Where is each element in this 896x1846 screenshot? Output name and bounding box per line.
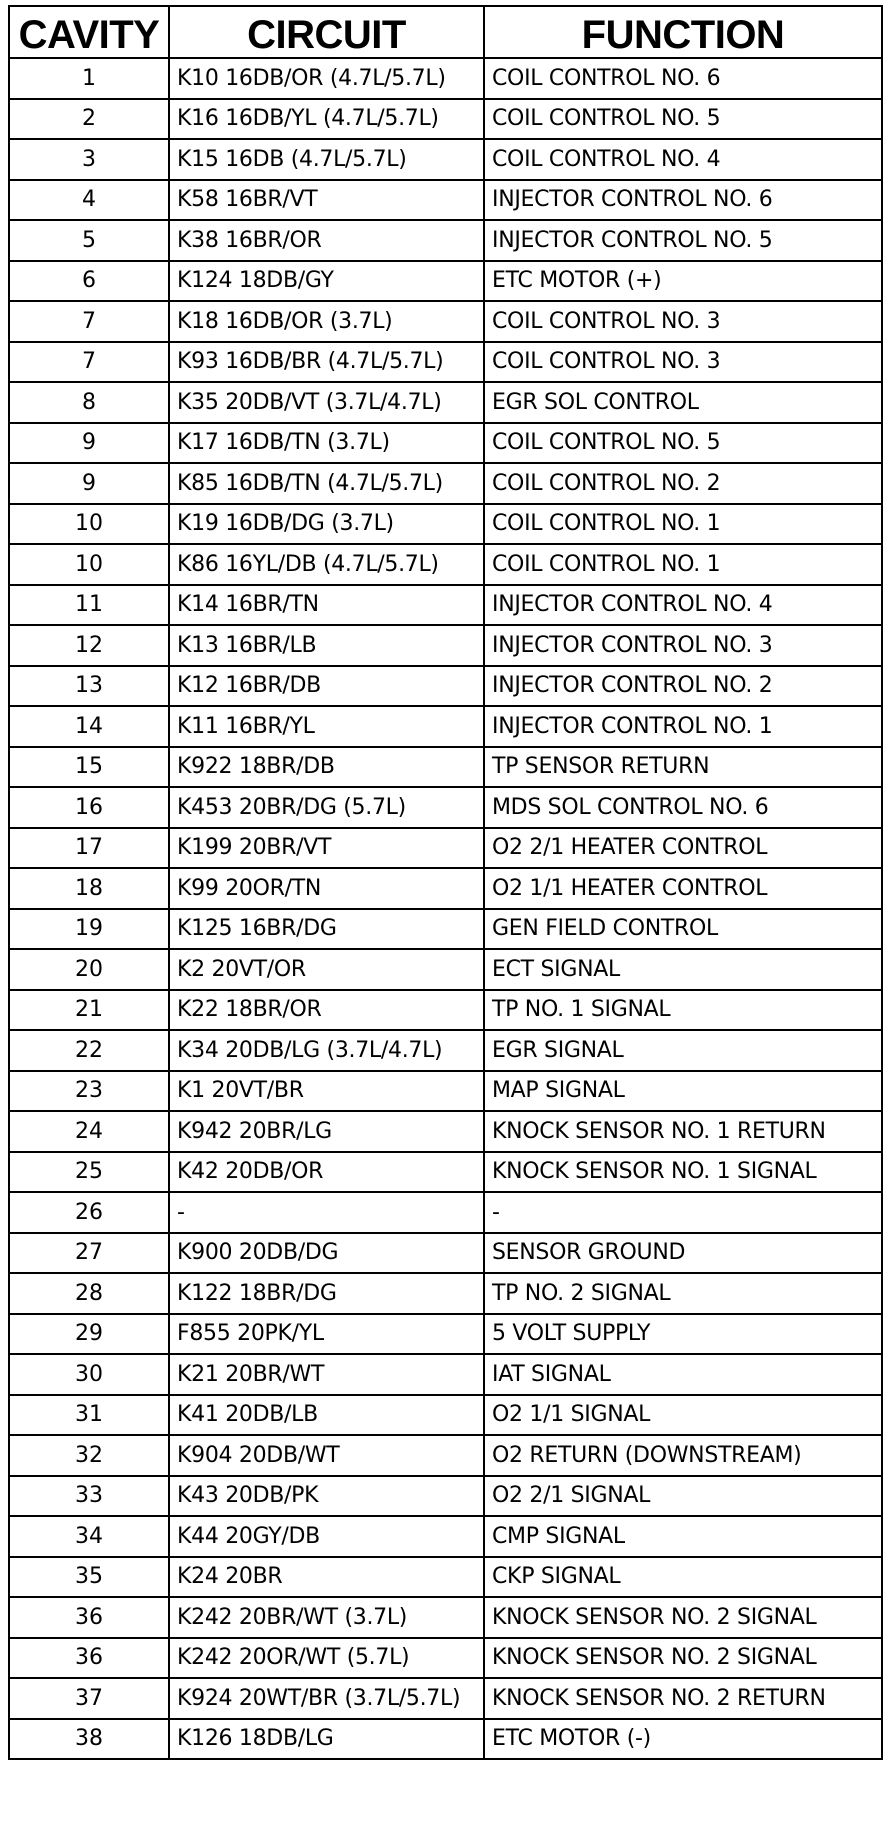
table-row — [9, 1030, 882, 1071]
circuit-cell: K199 20BR/VT — [169, 828, 484, 869]
circuit-cell: K122 18BR/DG — [169, 1273, 484, 1314]
cavity-cell: 35 — [9, 1557, 169, 1598]
circuit-cell: K58 16BR/VT — [169, 180, 484, 221]
function-cell: TP SENSOR RETURN — [484, 747, 882, 788]
cavity-cell: 33 — [9, 1476, 169, 1517]
function-cell: ETC MOTOR (-) — [484, 1719, 882, 1760]
cavity-cell: 12 — [9, 625, 169, 666]
circuit-cell: K242 20OR/WT (5.7L) — [169, 1638, 484, 1679]
circuit-cell: K22 18BR/OR — [169, 990, 484, 1031]
cavity-cell: 7 — [9, 301, 169, 342]
circuit-cell: K38 16BR/OR — [169, 220, 484, 261]
cavity-cell: 6 — [9, 261, 169, 302]
cavity-cell: 2 — [9, 99, 169, 140]
circuit-cell: K17 16DB/TN (3.7L) — [169, 423, 484, 464]
table-row — [9, 342, 882, 383]
function-cell: INJECTOR CONTROL NO. 5 — [484, 220, 882, 261]
function-cell: CKP SIGNAL — [484, 1557, 882, 1598]
cavity-cell: 22 — [9, 1030, 169, 1071]
table-row — [9, 463, 882, 504]
circuit-cell: K19 16DB/DG (3.7L) — [169, 504, 484, 545]
table-row — [9, 747, 882, 788]
cavity-cell: 9 — [9, 463, 169, 504]
table-row — [9, 1233, 882, 1274]
function-cell: TP NO. 2 SIGNAL — [484, 1273, 882, 1314]
cavity-cell: 36 — [9, 1597, 169, 1638]
circuit-cell: - — [169, 1192, 484, 1233]
circuit-cell: K900 20DB/DG — [169, 1233, 484, 1274]
table-row — [9, 1435, 882, 1476]
table-row — [9, 99, 882, 140]
connector-pinout-table-container — [8, 5, 881, 1760]
circuit-cell: K99 20OR/TN — [169, 868, 484, 909]
circuit-cell: K942 20BR/LG — [169, 1111, 484, 1152]
table-row — [9, 544, 882, 585]
circuit-cell: K24 20BR — [169, 1557, 484, 1598]
function-cell: INJECTOR CONTROL NO. 2 — [484, 666, 882, 707]
function-cell: O2 2/1 SIGNAL — [484, 1476, 882, 1517]
function-cell: COIL CONTROL NO. 3 — [484, 301, 882, 342]
function-cell: COIL CONTROL NO. 3 — [484, 342, 882, 383]
cavity-cell: 8 — [9, 382, 169, 423]
table-row — [9, 868, 882, 909]
cavity-cell: 21 — [9, 990, 169, 1031]
table-row — [9, 787, 882, 828]
header-row — [9, 6, 882, 58]
cavity-cell: 10 — [9, 544, 169, 585]
function-cell: COIL CONTROL NO. 1 — [484, 544, 882, 585]
circuit-cell: K12 16BR/DB — [169, 666, 484, 707]
circuit-cell: K35 20DB/VT (3.7L/4.7L) — [169, 382, 484, 423]
table-row — [9, 949, 882, 990]
header-circuit: CIRCUIT — [169, 6, 484, 58]
cavity-cell: 13 — [9, 666, 169, 707]
table-row — [9, 1273, 882, 1314]
cavity-cell: 3 — [9, 139, 169, 180]
function-cell: KNOCK SENSOR NO. 1 SIGNAL — [484, 1152, 882, 1193]
cavity-cell: 16 — [9, 787, 169, 828]
cavity-cell: 27 — [9, 1233, 169, 1274]
function-cell: 5 VOLT SUPPLY — [484, 1314, 882, 1355]
function-cell: KNOCK SENSOR NO. 2 RETURN — [484, 1678, 882, 1719]
table-row — [9, 1314, 882, 1355]
circuit-cell: K44 20GY/DB — [169, 1516, 484, 1557]
circuit-cell: K14 16BR/TN — [169, 585, 484, 626]
circuit-cell: K86 16YL/DB (4.7L/5.7L) — [169, 544, 484, 585]
circuit-cell: K125 16BR/DG — [169, 909, 484, 950]
cavity-cell: 24 — [9, 1111, 169, 1152]
circuit-cell: K18 16DB/OR (3.7L) — [169, 301, 484, 342]
table-row — [9, 180, 882, 221]
circuit-cell: K43 20DB/PK — [169, 1476, 484, 1517]
circuit-cell: K93 16DB/BR (4.7L/5.7L) — [169, 342, 484, 383]
cavity-cell: 38 — [9, 1719, 169, 1760]
function-cell: COIL CONTROL NO. 1 — [484, 504, 882, 545]
function-cell: GEN FIELD CONTROL — [484, 909, 882, 950]
function-cell: O2 RETURN (DOWNSTREAM) — [484, 1435, 882, 1476]
table-row — [9, 220, 882, 261]
header-function: FUNCTION — [484, 6, 882, 58]
table-row — [9, 261, 882, 302]
function-cell: CMP SIGNAL — [484, 1516, 882, 1557]
table-row — [9, 828, 882, 869]
function-cell: COIL CONTROL NO. 4 — [484, 139, 882, 180]
circuit-cell: K453 20BR/DG (5.7L) — [169, 787, 484, 828]
circuit-cell: K924 20WT/BR (3.7L/5.7L) — [169, 1678, 484, 1719]
cavity-cell: 19 — [9, 909, 169, 950]
circuit-cell: K904 20DB/WT — [169, 1435, 484, 1476]
function-cell: EGR SOL CONTROL — [484, 382, 882, 423]
circuit-cell: K85 16DB/TN (4.7L/5.7L) — [169, 463, 484, 504]
cavity-cell: 36 — [9, 1638, 169, 1679]
circuit-cell: K2 20VT/OR — [169, 949, 484, 990]
circuit-cell: K15 16DB (4.7L/5.7L) — [169, 139, 484, 180]
table-row — [9, 1638, 882, 1679]
circuit-cell: F855 20PK/YL — [169, 1314, 484, 1355]
function-cell: KNOCK SENSOR NO. 2 SIGNAL — [484, 1597, 882, 1638]
circuit-cell: K124 18DB/GY — [169, 261, 484, 302]
circuit-cell: K242 20BR/WT (3.7L) — [169, 1597, 484, 1638]
table-row — [9, 706, 882, 747]
cavity-cell: 14 — [9, 706, 169, 747]
function-cell: SENSOR GROUND — [484, 1233, 882, 1274]
function-cell: INJECTOR CONTROL NO. 1 — [484, 706, 882, 747]
table-row — [9, 423, 882, 464]
cavity-cell: 26 — [9, 1192, 169, 1233]
cavity-cell: 4 — [9, 180, 169, 221]
table-row — [9, 139, 882, 180]
cavity-cell: 1 — [9, 58, 169, 99]
table-row — [9, 1395, 882, 1436]
circuit-cell: K34 20DB/LG (3.7L/4.7L) — [169, 1030, 484, 1071]
function-cell: - — [484, 1192, 882, 1233]
function-cell: KNOCK SENSOR NO. 2 SIGNAL — [484, 1638, 882, 1679]
table-row — [9, 1071, 882, 1112]
function-cell: KNOCK SENSOR NO. 1 RETURN — [484, 1111, 882, 1152]
circuit-cell: K41 20DB/LB — [169, 1395, 484, 1436]
table-row — [9, 1597, 882, 1638]
cavity-cell: 20 — [9, 949, 169, 990]
cavity-cell: 17 — [9, 828, 169, 869]
function-cell: COIL CONTROL NO. 5 — [484, 423, 882, 464]
cavity-cell: 34 — [9, 1516, 169, 1557]
table-row — [9, 1152, 882, 1193]
table-row — [9, 58, 882, 99]
cavity-cell: 28 — [9, 1273, 169, 1314]
cavity-cell: 37 — [9, 1678, 169, 1719]
circuit-cell: K16 16DB/YL (4.7L/5.7L) — [169, 99, 484, 140]
circuit-cell: K126 18DB/LG — [169, 1719, 484, 1760]
table-row — [9, 1476, 882, 1517]
cavity-cell: 32 — [9, 1435, 169, 1476]
cavity-cell: 25 — [9, 1152, 169, 1193]
table-body — [9, 58, 882, 1759]
cavity-cell: 30 — [9, 1354, 169, 1395]
table-row — [9, 990, 882, 1031]
function-cell: O2 1/1 SIGNAL — [484, 1395, 882, 1436]
table-row — [9, 666, 882, 707]
function-cell: MAP SIGNAL — [484, 1071, 882, 1112]
function-cell: EGR SIGNAL — [484, 1030, 882, 1071]
table-row — [9, 909, 882, 950]
circuit-cell: K922 18BR/DB — [169, 747, 484, 788]
cavity-cell: 31 — [9, 1395, 169, 1436]
function-cell: INJECTOR CONTROL NO. 3 — [484, 625, 882, 666]
table-row — [9, 504, 882, 545]
table-row — [9, 1557, 882, 1598]
circuit-cell: K1 20VT/BR — [169, 1071, 484, 1112]
function-cell: TP NO. 1 SIGNAL — [484, 990, 882, 1031]
table-row — [9, 585, 882, 626]
function-cell: COIL CONTROL NO. 6 — [484, 58, 882, 99]
function-cell: O2 2/1 HEATER CONTROL — [484, 828, 882, 869]
table-row — [9, 1111, 882, 1152]
circuit-cell: K13 16BR/LB — [169, 625, 484, 666]
table-row — [9, 382, 882, 423]
table-row — [9, 1354, 882, 1395]
function-cell: INJECTOR CONTROL NO. 4 — [484, 585, 882, 626]
table-row — [9, 1192, 882, 1233]
cavity-cell: 23 — [9, 1071, 169, 1112]
table-row — [9, 1719, 882, 1760]
function-cell: O2 1/1 HEATER CONTROL — [484, 868, 882, 909]
table-row — [9, 1516, 882, 1557]
cavity-cell: 15 — [9, 747, 169, 788]
cavity-cell: 9 — [9, 423, 169, 464]
circuit-cell: K10 16DB/OR (4.7L/5.7L) — [169, 58, 484, 99]
cavity-cell: 11 — [9, 585, 169, 626]
circuit-cell: K11 16BR/YL — [169, 706, 484, 747]
function-cell: IAT SIGNAL — [484, 1354, 882, 1395]
connector-pinout-table — [8, 5, 883, 1760]
circuit-cell: K42 20DB/OR — [169, 1152, 484, 1193]
table-row — [9, 301, 882, 342]
cavity-cell: 18 — [9, 868, 169, 909]
cavity-cell: 5 — [9, 220, 169, 261]
cavity-cell: 10 — [9, 504, 169, 545]
table-row — [9, 625, 882, 666]
circuit-cell: K21 20BR/WT — [169, 1354, 484, 1395]
function-cell: INJECTOR CONTROL NO. 6 — [484, 180, 882, 221]
function-cell: COIL CONTROL NO. 2 — [484, 463, 882, 504]
cavity-cell: 7 — [9, 342, 169, 383]
function-cell: COIL CONTROL NO. 5 — [484, 99, 882, 140]
function-cell: MDS SOL CONTROL NO. 6 — [484, 787, 882, 828]
function-cell: ETC MOTOR (+) — [484, 261, 882, 302]
header-cavity: CAVITY — [9, 6, 169, 58]
cavity-cell: 29 — [9, 1314, 169, 1355]
table-row — [9, 1678, 882, 1719]
function-cell: ECT SIGNAL — [484, 949, 882, 990]
